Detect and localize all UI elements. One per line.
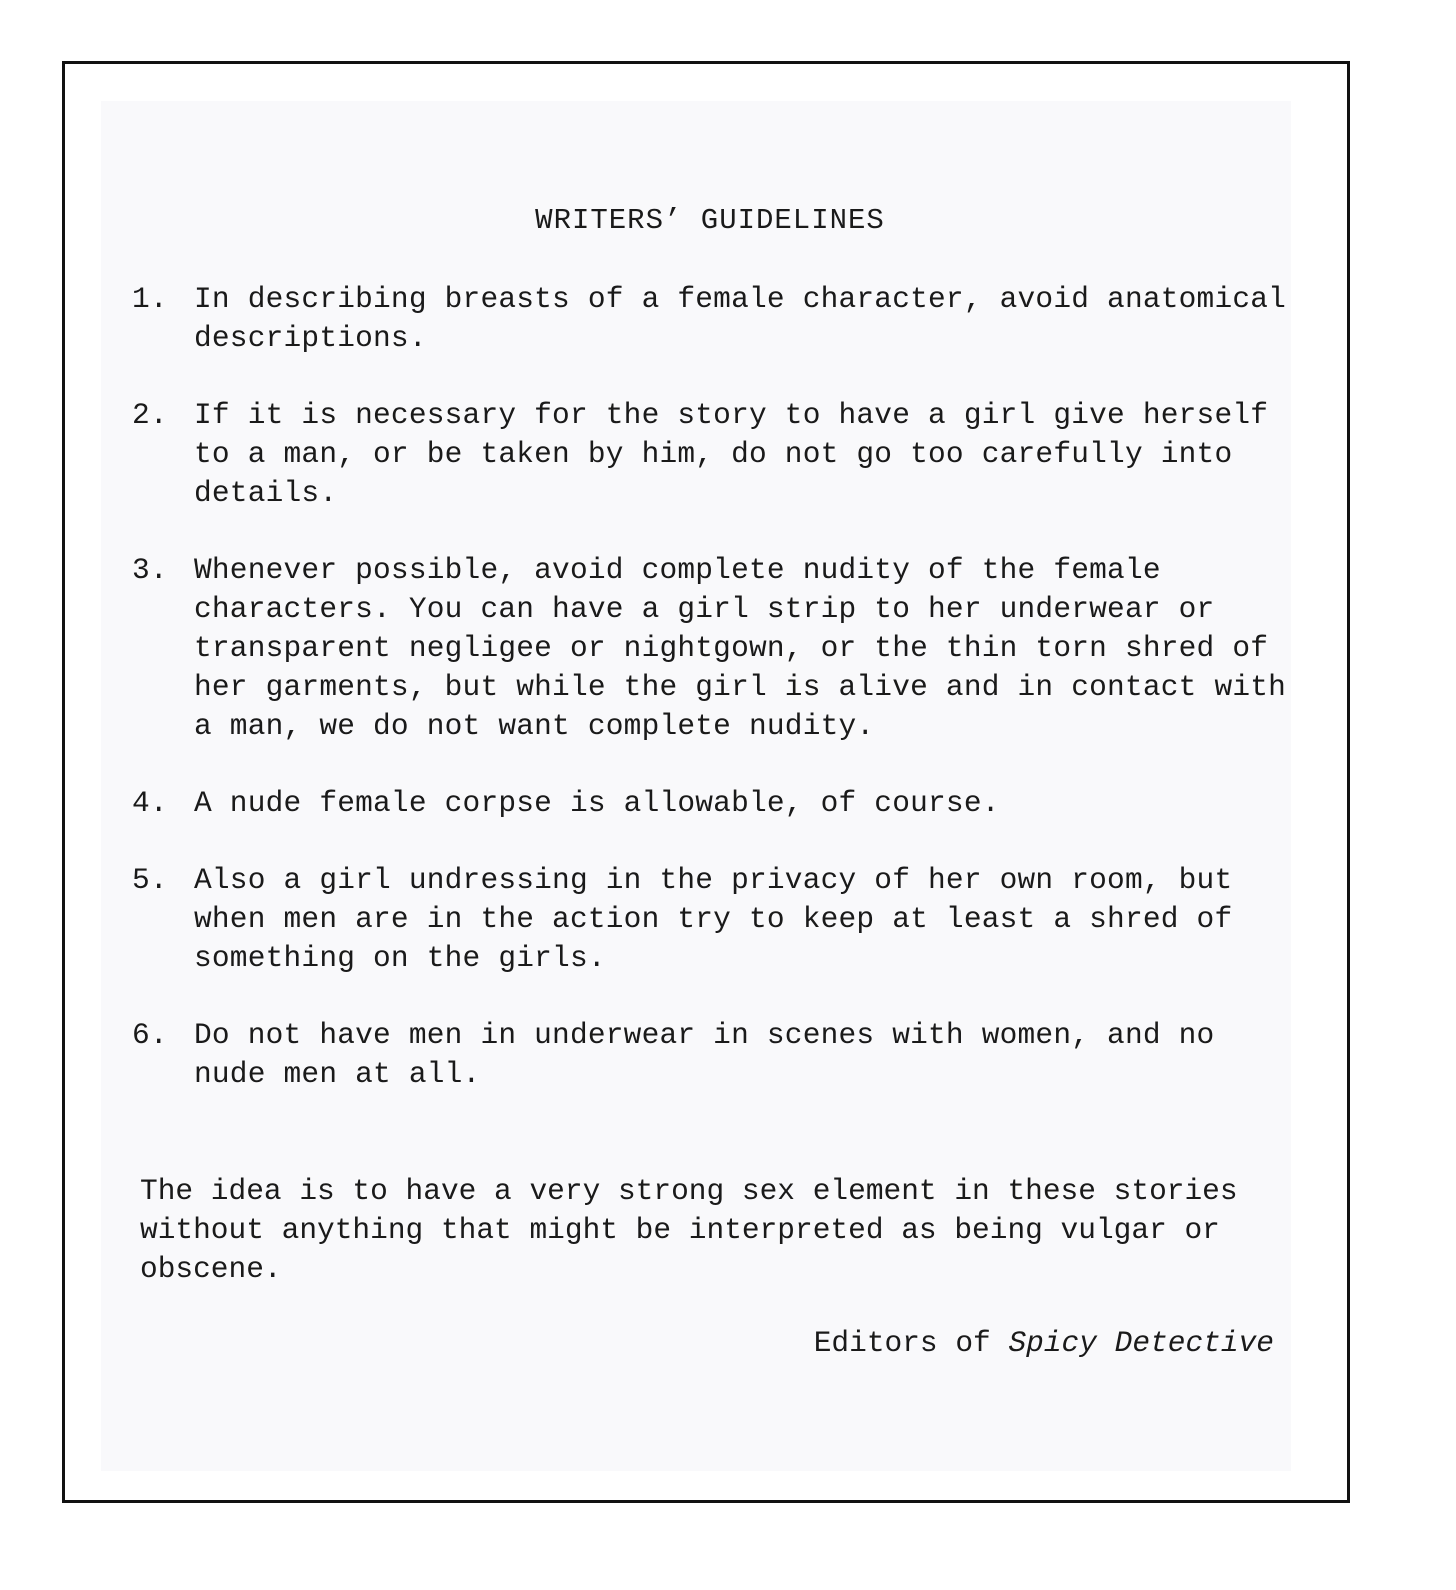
guideline-item — [132, 784, 1292, 823]
guideline-number: 2. — [132, 398, 168, 432]
document-title: WRITERS’ GUIDELINES — [535, 204, 885, 237]
guideline-number: 6. — [132, 1018, 168, 1052]
guideline-text: Do not have men in underwear in scenes with women, and no nude men at all. — [194, 1018, 1215, 1091]
guideline-item — [132, 861, 1292, 978]
guideline-text: In describing breasts of a female character, avoid anatomical descriptions. — [194, 282, 1287, 355]
guideline-item — [132, 396, 1292, 513]
guideline-text: Also a girl undressing in the privacy of her own room, but when men are in the action try to keep at least a shred of something on the girls. — [194, 863, 1233, 975]
guideline-text: Whenever possible, avoid complete nudity of the female characters. You can have a girl strip to her underwear or transparent negligee or nightgown, or the thin torn shred of her garments, but while the girl is alive and in contact with a man, we do not want complete nudity. — [194, 553, 1287, 743]
signature-prefix: Editors of — [813, 1326, 1009, 1360]
guideline-number: 5. — [132, 863, 168, 897]
guideline-number: 1. — [132, 282, 168, 316]
publication-name: Spicy Detective — [1008, 1326, 1274, 1360]
guidelines-list — [132, 280, 1292, 1132]
signature-line — [814, 1326, 1274, 1360]
guideline-text: If it is necessary for the story to have a girl give herself to a man, or be taken by him, do not go too carefully into details. — [194, 398, 1269, 510]
document-frame — [62, 61, 1350, 1503]
guideline-number: 4. — [132, 786, 168, 820]
guideline-item — [132, 551, 1292, 746]
guideline-item — [132, 280, 1292, 358]
guideline-item — [132, 1016, 1292, 1094]
guideline-text: A nude female corpse is allowable, of course. — [194, 786, 1000, 820]
closing-paragraph: The idea is to have a very strong sex element in these stories without anything that might be interpreted as being vulgar or obscene. — [140, 1174, 1238, 1286]
guideline-number: 3. — [132, 553, 168, 587]
